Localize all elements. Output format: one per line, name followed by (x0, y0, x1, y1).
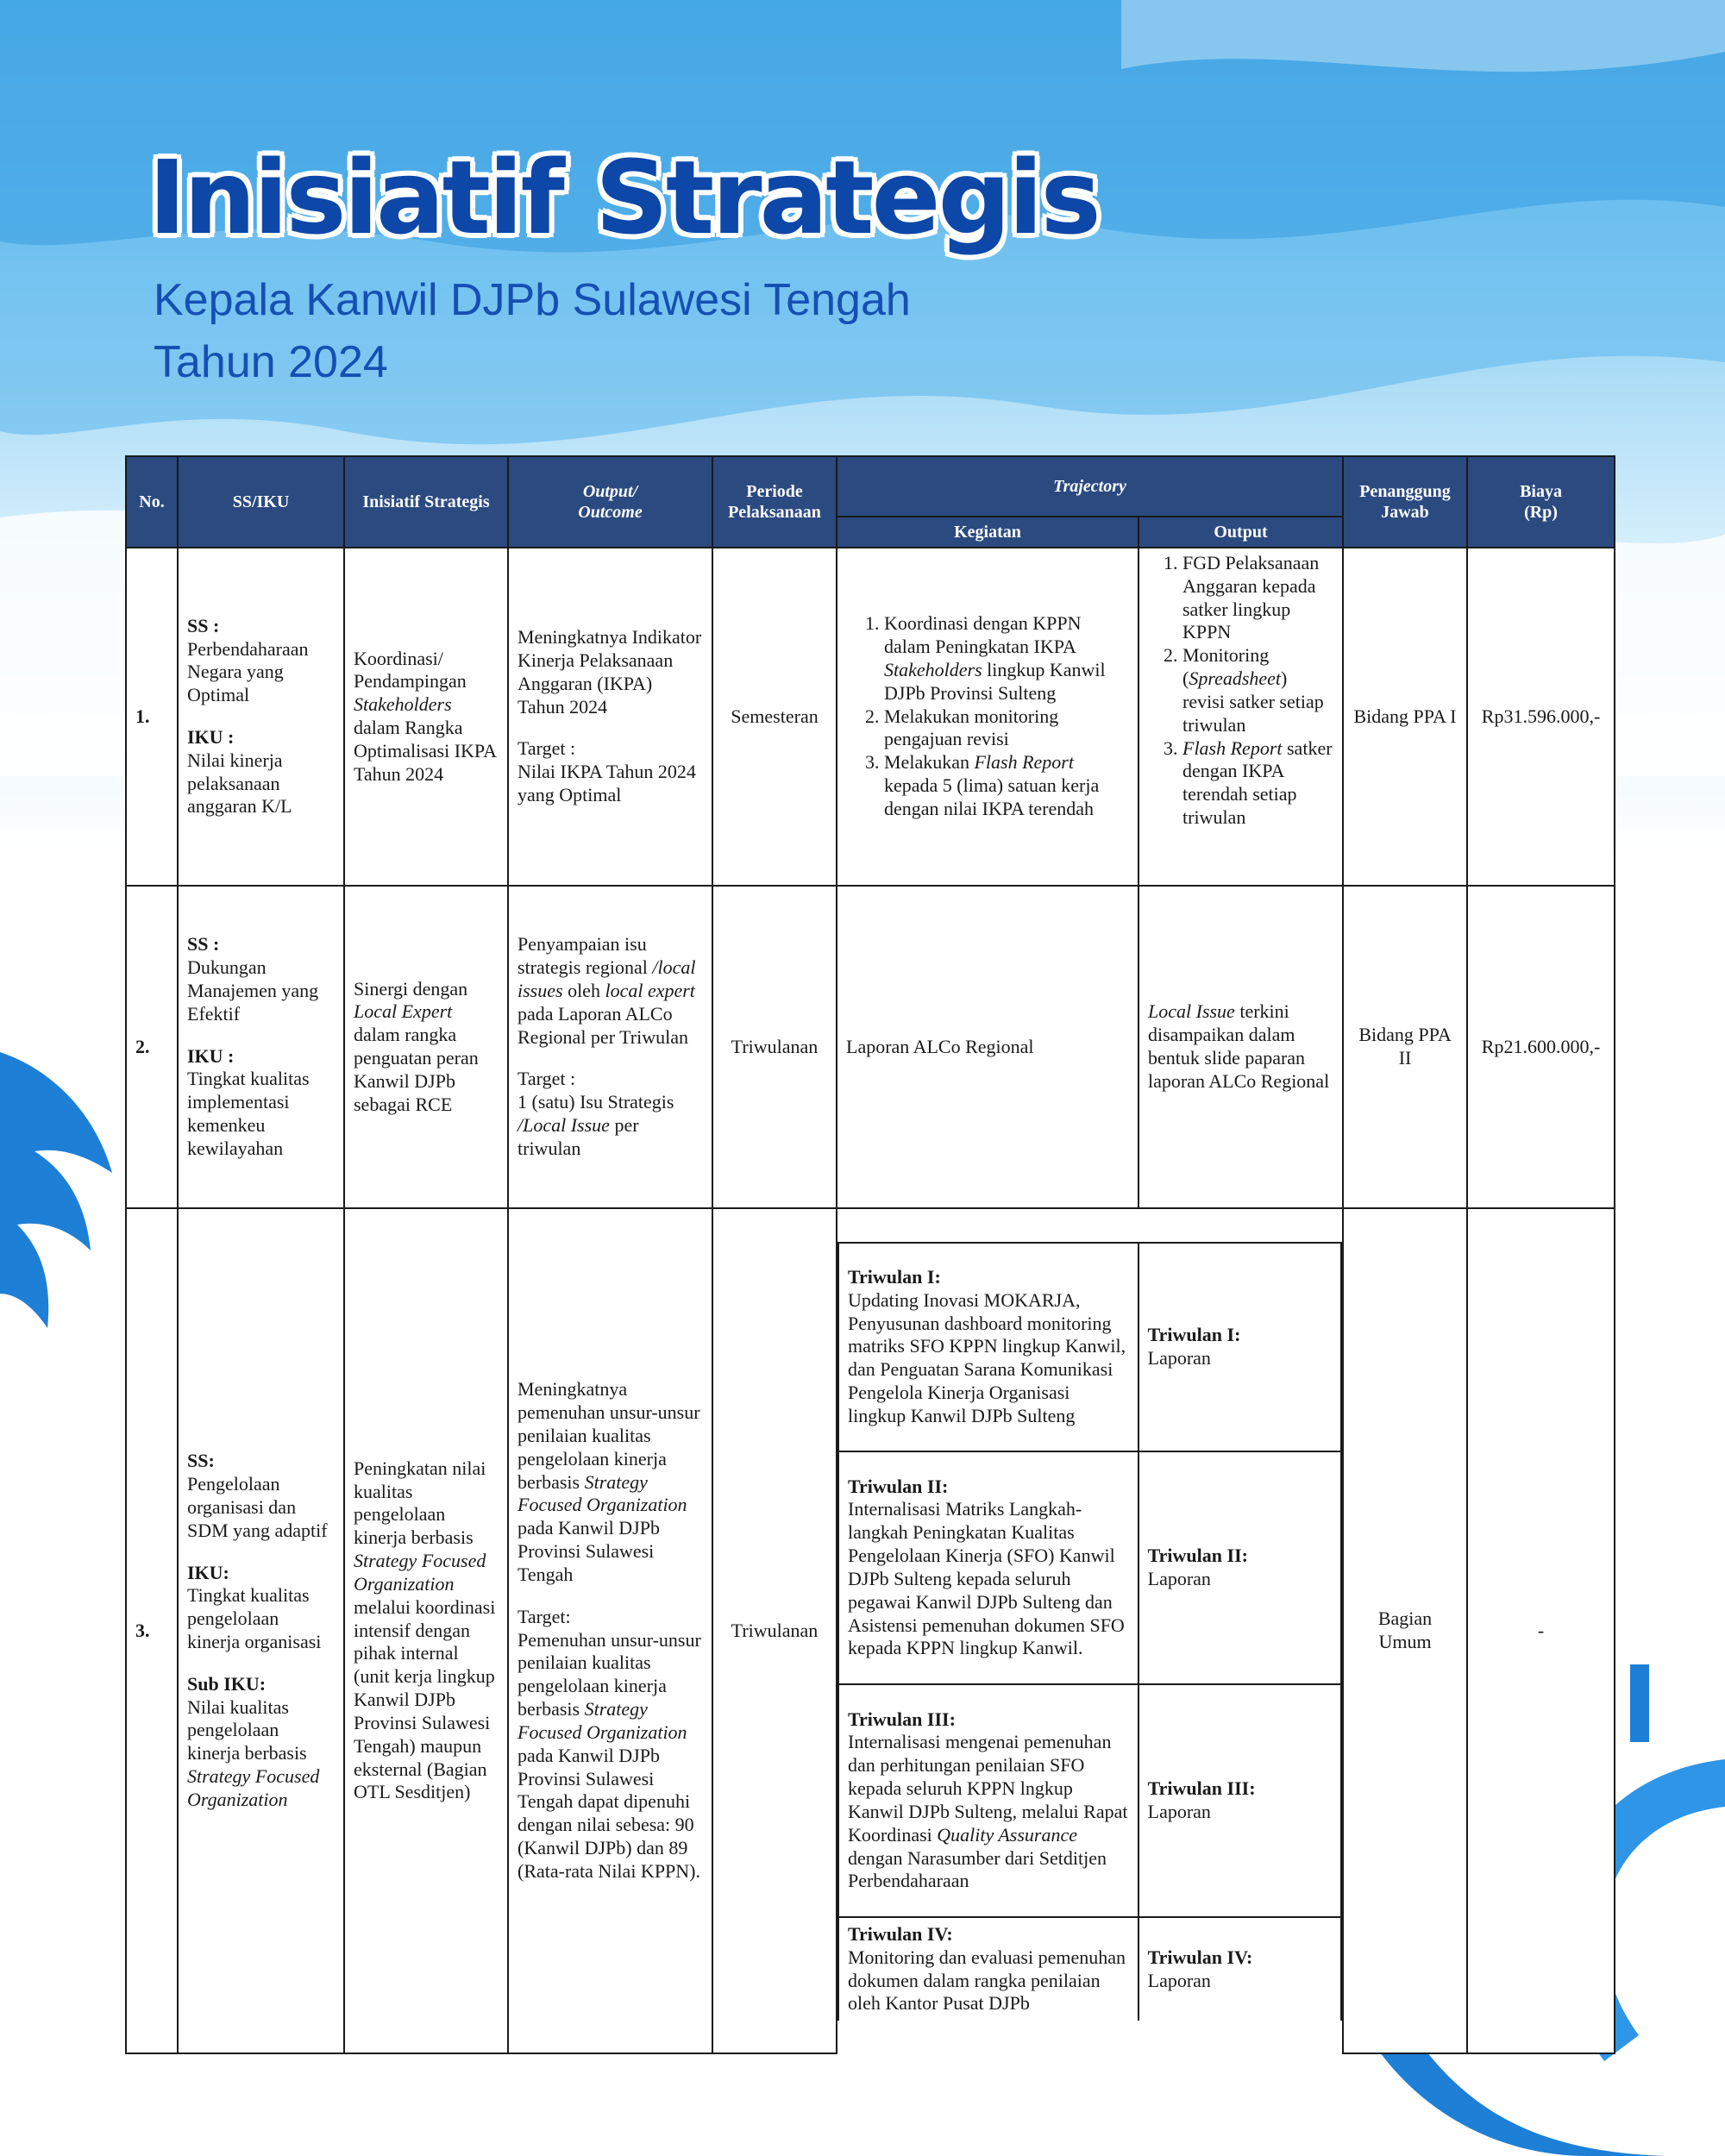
row1-output (1138, 548, 1343, 886)
row3-biaya: - (1467, 1208, 1615, 2053)
header-ss-iku: SS/IKU (178, 456, 344, 548)
row3-target-b: pada Kanwil DJPb Provinsi Sulawesi Tengah dapat dipenuhi dengan nilai sebesa: 90 (Kanwil DJPb) dan 89 (Rata-rata Nilai KPPN). (518, 1744, 700, 1882)
header-no: No. (126, 456, 178, 548)
header-biaya (1467, 456, 1615, 548)
row3-out4-label: Triwulan IV: (1147, 1946, 1253, 1968)
header-inisiatif: Inisiatif Strategis (344, 456, 508, 548)
row1-output-3-italic: Flash Report (1182, 736, 1283, 759)
row2-iku-text: Tingkat kualitas implementasi kemenkeu kewilayahan (187, 1068, 310, 1159)
row2-no: 2. (126, 886, 178, 1208)
row3-ss-text: Pengelolaan organisasi dan SDM yang adaptif (187, 1473, 328, 1541)
row1-output-2-a: Monitoring ( (1182, 644, 1270, 690)
row2-inisiatif-b: Local Expert (354, 1000, 453, 1023)
row3-out1-text: Laporan (1147, 1346, 1211, 1369)
row3-tw2-text: Internalisasi Matriks Langkah-langkah Peningkatan Kualitas Pengelolaan Kinerja (SFO) Kanwil DJPb Sulteng kepada seluruh pegawai Kanwil DJPb Sulteng dan Asistensi pemenuhan dokumen SFO kepada KPPN lingkup Kanwil. (848, 1498, 1125, 1659)
row3-penanggung-jawab: Bagian Umum (1343, 1208, 1467, 2053)
table-row (126, 548, 1615, 886)
row3-output-tw2 (1138, 1451, 1341, 1684)
row3-subiku-text (187, 1696, 335, 1812)
row3-kegiatan-tw2 (838, 1451, 1138, 1684)
row2-outcome-b: oleh (568, 979, 600, 1001)
row3-target-a: Pemenuhan unsur-unsur penilaian kualitas pengelolaan kinerja berbasis (518, 1628, 701, 1720)
row1-outcome-text: Meningkatnya Indikator Kinerja Pelaksanaan Anggaran (IKPA) Tahun 2024 (518, 626, 702, 718)
header-output: Output (1138, 517, 1343, 548)
header-biaya-line1: Biaya (1520, 481, 1562, 501)
row3-outcome (508, 1208, 712, 2053)
row2-biaya: Rp21.600.000,- (1467, 886, 1615, 1208)
row3-trajectory (837, 1208, 1343, 2053)
row1-no: 1. (126, 548, 178, 886)
row1-penanggung-jawab: Bidang PPA I (1343, 548, 1467, 886)
row3-outcome-a: Meningkatnya pemenuhan unsur-unsur penilaian kualitas pengelolaan kinerja berbasis (518, 1378, 700, 1493)
row2-iku-label: IKU : (187, 1044, 235, 1067)
row2-outcome-italic2: local expert (605, 979, 695, 1001)
row3-inisiatif (344, 1208, 508, 2053)
row3-outcome-b: pada Kanwil DJPb Provinsi Sulawesi Tengah (518, 1517, 660, 1585)
row1-kegiatan-item (884, 612, 1129, 705)
row3-trajectory-table (837, 1242, 1342, 2021)
row2-outcome-a: Penyampaian isu strategis regional (518, 933, 648, 979)
row1-inisiatif-a: Koordinasi/ Pendampingan (354, 647, 467, 693)
row1-output-item: 1. FGD Pelaksanaan Anggaran kepada satker lingkup KPPN (1182, 552, 1333, 644)
header-biaya-line2: (Rp) (1524, 503, 1558, 522)
header-trajectory (837, 456, 1343, 517)
row1-kegiatan-3-a: Melakukan (884, 751, 969, 774)
row1-inisiatif-b: Stakeholders (354, 693, 452, 716)
row1-ss-label: SS : (187, 614, 220, 636)
row2-target-b: per triwulan (518, 1114, 639, 1159)
row1-output-3-rest: satker dengan IKPA terendah setiap triwulan (1182, 736, 1333, 829)
row2-inisiatif-a: Sinergi dengan (354, 977, 468, 1000)
row1-kegiatan-3-rest: kepada 5 (lima) satuan kerja dengan nilai IKPA terendah (884, 774, 1100, 819)
row3-target-label: Target: (518, 1605, 571, 1627)
row2-target-a: 1 (satu) Isu Strategis (518, 1091, 674, 1113)
row3-inisiatif-italic: Strategy Focused Organization (354, 1550, 486, 1595)
row1-biaya: Rp31.596.000,- (1467, 548, 1615, 886)
row1-target-label: Target : (518, 737, 576, 760)
row1-outcome (508, 548, 712, 886)
row3-kegiatan-tw3 (838, 1684, 1138, 1917)
row1-kegiatan (837, 548, 1138, 886)
row1-output-item (1182, 644, 1333, 736)
row3-inisiatif-a: Peningkatan nilai kualitas pengelolaan kinerja berbasis (354, 1457, 486, 1549)
row1-ss-iku (178, 548, 344, 886)
row1-kegiatan-1-rest: lingkup Kanwil DJPb Provinsi Sulteng (884, 658, 1106, 704)
row3-no: 3. (126, 1208, 178, 2053)
row3-tw2-label: Triwulan II: (848, 1475, 949, 1497)
row3-output-tw1 (1138, 1243, 1341, 1451)
row3-tw3-text-b: dengan Narasumber dari Setditjen Perbendaharaan (848, 1846, 1107, 1892)
strategic-initiatives-table (125, 455, 1615, 2054)
row3-ss-iku (178, 1208, 344, 2053)
row2-output (1138, 886, 1343, 1208)
header-output-outcome (508, 456, 712, 548)
row3-tw3-italic: Quality Assurance (937, 1823, 1078, 1846)
row3-out2-text: Laporan (1147, 1567, 1211, 1589)
header-periode: Periode Pelaksanaan (712, 456, 837, 548)
row2-output-italic: Local Issue (1148, 1000, 1235, 1023)
row3-iku-text: Tingkat kualitas pengelolaan kinerja organisasi (187, 1584, 322, 1652)
page-year: Tahun 2024 (154, 337, 388, 387)
row1-output-2-italic: Spreadsheet (1189, 667, 1282, 690)
table-row (126, 886, 1615, 1208)
row3-out1-label: Triwulan I: (1147, 1324, 1241, 1346)
row3-subiku-text-a: Nilai kualitas pengelolaan kinerja berbasis (187, 1695, 307, 1764)
row1-kegiatan-item (884, 751, 1129, 820)
row3-tw1-text: Updating Inovasi MOKARJA, Penyusunan dashboard monitoring matriks SFO KPPN lingkup Kanwil, dan Penguatan Sarana Komunikasi Pengelola Kinerja Organisasi lingkup Kanwil DJPb Sulteng (848, 1288, 1126, 1426)
row1-kegiatan-item: 2. Melakukan monitoring pengajuan revisi (884, 705, 1129, 752)
row2-output-rest: terkini disampaikan dalam bentuk slide paparan laporan ALCo Regional (1148, 1000, 1330, 1092)
row3-tw4-label: Triwulan IV: (848, 1922, 953, 1945)
row3-tw3-text (848, 1731, 1129, 1893)
wing-decoration-left (0, 1035, 129, 1345)
row2-outcome-text (518, 933, 703, 1049)
row3-tw3-label: Triwulan III: (848, 1708, 956, 1730)
row2-target-label: Target : (518, 1068, 576, 1090)
row2-kegiatan: Laporan ALCo Regional (837, 886, 1138, 1208)
row2-inisiatif (344, 886, 508, 1208)
row3-tw3-text-a: Internalisasi mengenai pemenuhan dan perhitungan penilaian SFO kepada seluruh KPPN lngkup Kanwil DJPb Sulteng, melalui Rapat Koordinasi (848, 1731, 1128, 1846)
row3-out4-text: Laporan (1147, 1969, 1211, 1991)
row3-target-italic: Strategy Focused Organization (518, 1698, 687, 1743)
row2-ss-iku (178, 886, 344, 1208)
row2-outcome-c: pada Laporan ALCo Regional per Triwulan (518, 1002, 688, 1048)
row3-tw4-text: Monitoring dan evaluasi pemenuhan dokumen dalam rangka penilaian oleh Kantor Pusat DJPb (848, 1946, 1126, 2015)
row1-kegiatan-3-italic: Flash Report (974, 751, 1074, 774)
row1-periode: Semesteran (712, 548, 837, 886)
row3-target-text (518, 1629, 703, 1883)
header-penanggung-jawab: Penanggung Jawab (1343, 456, 1467, 548)
row3-outcome-italic: Strategy Focused Organization (518, 1470, 687, 1516)
row3-inisiatif-b: melalui koordinasi intensif dengan pihak internal (unit kerja lingkup Kanwil DJPb Provinsi Sulawesi Tengah) maupun eksternal (Bagian OTL Sesditjen) (354, 1595, 496, 1803)
header-kegiatan: Kegiatan (837, 517, 1138, 548)
row2-inisiatif-c: dalam rangka penguatan peran Kanwil DJPb sebagai RCE (354, 1024, 479, 1115)
page-title: Inisiatif Strategis (148, 138, 1099, 257)
row3-output-tw4 (1138, 1917, 1341, 2021)
row2-outcome (508, 886, 712, 1208)
row3-subiku-label: Sub IKU: (187, 1672, 267, 1695)
row1-ss-text: Perbendaharaan Negara yang Optimal (187, 637, 309, 706)
row1-output-2-rest: ) revisi satker setiap triwulan (1182, 667, 1324, 736)
page-subtitle: Kepala Kanwil DJPb Sulawesi Tengah (154, 275, 911, 325)
row3-outcome-text (518, 1378, 703, 1586)
row3-subiku-italic: Strategy Focused Organization (187, 1765, 320, 1810)
row3-kegiatan-tw1 (838, 1243, 1138, 1451)
header-output-line2: Outcome (578, 503, 643, 522)
row3-kegiatan-tw4 (838, 1917, 1138, 2021)
row3-iku-label: IKU: (187, 1561, 229, 1583)
row1-target-text: Nilai IKPA Tahun 2024 yang Optimal (518, 761, 696, 806)
row3-ss-label: SS: (187, 1450, 215, 1472)
row3-out3-label: Triwulan III: (1147, 1777, 1256, 1800)
row1-inisiatif-c: dalam Rangka Optimalisasi IKPA Tahun 2024 (354, 717, 496, 785)
row2-ss-label: SS : (187, 933, 220, 956)
row1-inisiatif (344, 548, 508, 886)
row3-output-tw3 (1138, 1684, 1341, 1917)
header-trajectory-text: Trajectory (1053, 476, 1126, 496)
row3-out2-label: Triwulan II: (1147, 1545, 1248, 1567)
table-row (126, 1208, 1615, 2053)
header-output-line1: Output/ (582, 481, 638, 501)
row2-target-text (518, 1091, 703, 1160)
row1-output-item (1182, 737, 1333, 830)
row3-out3-text: Laporan (1147, 1800, 1211, 1822)
row1-kegiatan-1-italic: Stakeholders (884, 658, 982, 680)
row2-outcome-italic: /local issues (518, 956, 696, 1001)
row3-periode: Triwulanan (712, 1208, 837, 2053)
row1-iku-label: IKU : (187, 726, 235, 748)
row1-iku-text: Nilai kinerja pelaksanaan anggaran K/L (187, 749, 292, 818)
row2-periode: Triwulanan (712, 886, 837, 1208)
row2-target-italic: /Local Issue (518, 1114, 610, 1137)
row1-kegiatan-1: Koordinasi dengan KPPN dalam Peningkatan IKPA (884, 612, 1082, 658)
row2-ss-text: Dukungan Manajemen yang Efektif (187, 956, 319, 1025)
row3-tw1-label: Triwulan I: (848, 1265, 941, 1288)
row2-penanggung-jawab: Bidang PPA II (1343, 886, 1467, 1208)
